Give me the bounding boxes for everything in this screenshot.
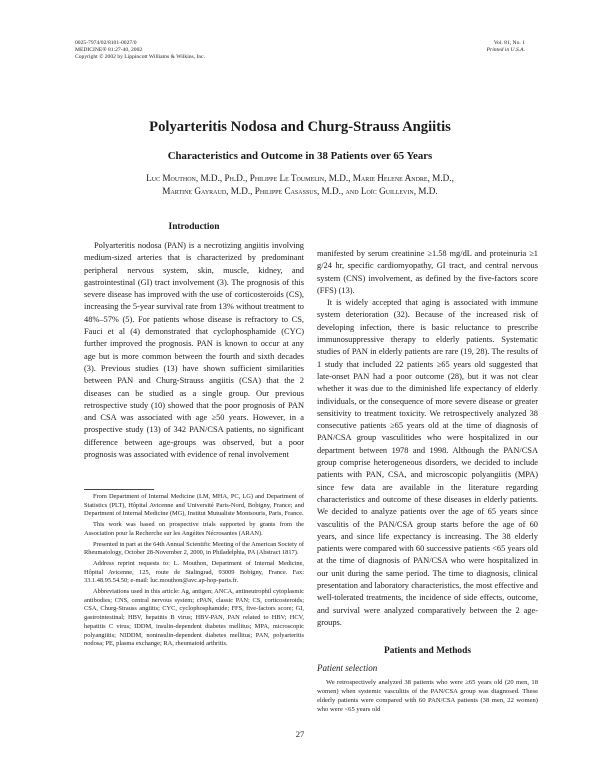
header-issn-line: 0025-7974/02/8101-0027/0 <box>75 40 137 46</box>
footnote-abbreviations: Abbreviations used in this article: Ag, antigen; ANCA, antineutrophil cytoplasmic antibodies; CNS, central nervous system; cPAN, classic PAN; CS, corticosteroids; CSA, Churg-Strauss angiitis; CYC, cyclophosphamide; FFS, five-factors score; GI, gastrointestinal; HBV, hepatitis B virus; HBV-PAN, PAN related to HBV; HCV, hepatitis C virus; IDDM, insulin-dependent diabetes mellitus; MPA, microscopic polyangiitis; NIDDM, noninsulin-dependent diabetes mellitus; PAN, polyarteritis nodosa; PE, plasma exchange; RA, rheumatoid arthritis. <box>84 588 304 648</box>
article-subtitle: Characteristics and Outcome in 38 Patients over 65 Years <box>167 150 433 162</box>
patient-selection-subheading: Patient selection <box>317 663 378 673</box>
header-citation-line: MEDICINE® 81:27-40, 2002 <box>75 47 143 54</box>
footnote-funding: This work was based on prospective trials supported by grants from the Association pour la Recherche sur les Angéites Nécrosantes (ARAN). <box>84 521 304 537</box>
methods-section <box>317 646 538 714</box>
body-paragraph: It is widely accepted that aging is associated with immune system deterioration (32). Because of the increased risk of developing infection, there is basic reluctance to prescribe immunosuppressive therapy to elderly patients. Systematic studies of PAN in elderly patients are rare (19, 28). The results of 1 study that included 22 patients ≥65 years old suggested that late-onset PAN had a poor outcome (28), but it was not clear whether it was due to the diminished life expectancy of elderly individuals, or the consequence of more severe disease or greater sensitivity to treatment toxicity. We retrospectively analyzed 38 consecutive patients ≥65 years old at the time of diagnosis of PAN/CSA group vasculitides who were hospitalized in our department between 1978 and 1998. Although the PAN/CSA group comprise heterogeneous disorders, we decided to include patients with PAN, CSA, and microscopic polyangiitis (MPA) since few data are available in the literature regarding characteristics and outcome of these diseases in elderly patients. We decided to analyze patients over the age of 65 years since vasculitis of the PAN/CSA group starts before the age of 60 years, and since life expectancy is increasing. The 38 elderly patients were compared with 60 successive patients <65 years old at the time of diagnosis of PAN/CSA who were hospitalized in our unit during the same period. The time to diagnosis, clinical presentation and laboratory characteristics, the most effective and well-tolerated treatments, the incidence of side effects, outcome, and survival were analyzed comparatively between the 2 age-groups. <box>317 298 538 627</box>
footnote-presented: Presented in part at the 64th Annual Scientific Meeting of the American Society of Rheumatology, October 28-November 2, 2000, in Philadelphia, PA (Abstract 1817). <box>84 540 305 557</box>
journal-header-left <box>75 40 205 62</box>
footnote-affiliation: From Department of Internal Medicine (LM, MHA, PC, LG) and Department of Statistics (PLT), Hôpital Avicenne and Université Paris-Nord, Bobigny, France; and Department of Internal Medicine (MG), Institut Mutualiste Montsouris, Paris, France. <box>84 493 304 518</box>
article-title: Polyarteritis Nodosa and Churg-Strauss Angiitis <box>149 119 451 135</box>
author-line: Martine Gayraud, M.D., Philippe Casassus, M.D., and Loïc Guillevin, M.D. <box>162 186 438 196</box>
body-paragraph-continued: manifested by serum creatinine ≥1.58 mg/dL and proteinuria ≥1 g/24 hr, specific cardiomyopathy, GI tract, and central nervous system (CNS) involvement, as defined by the five-factors score (FFS) (13). <box>317 249 538 295</box>
header-printed-in: Printed in U.S.A. <box>486 47 525 54</box>
author-line: Luc Mouthon, M.D., Ph.D., Philippe Le Toumelin, M.D., Marie Helene Andre, M.D., <box>146 173 454 183</box>
footnotes <box>84 493 304 649</box>
footnote-divider <box>84 489 154 490</box>
header-volume: Vol. 81, No. 1 <box>493 40 525 46</box>
left-column <box>84 222 304 461</box>
methods-heading: Patients and Methods <box>384 646 471 656</box>
journal-header-right <box>487 40 525 54</box>
page-number: 27 <box>295 729 305 739</box>
introduction-paragraph: Polyarteritis nodosa (PAN) is a necrotizing angiitis involving medium-sized arteries that is characterized by predominant peripheral nervous system, skin, muscle, kidney, and gastrointestinal (GI) tract involvement (3). The prognosis of this severe disease has improved with the use of corticosteroids (CS), increasing the 5-year survival rate from 13% without treatment to 48%–57% (5). For patients whose disease is refractory to CS, Fauci et al (4) demonstrated that cyclophosphamide (CYC) further improved the prognosis. PAN is known to occur at any age but is more common between the fourth and sixth decades (3). Previous studies (13) have shown sufficient similarities between PAN and Churg-Strauss angiitis (CSA) that the 2 diseases can be studied as a single group. Our previous retrospective study (10) showed that the poor prognosis of PAN and CSA was associated with age ≥50 years. However, in a prospective study (13) of 342 PAN/CSA patients, no significant difference between age-groups was observed, but a poor prognosis was associated with evidence of renal involvement <box>84 241 304 460</box>
footnote-reprint-address: Address reprint requests to: L. Mouthon, Department of Internal Medicine, Hôpital Avicenne, 125, route de Stalingrad, 93009 Bobigny, France. Fax: 33.1.48.95.54.50; e-mail: luc.mouthon@avc.ap-hop-paris.fr. <box>84 559 304 585</box>
methods-paragraph: We retrospectively analyzed 38 patients who were ≥65 years old (20 men, 18 women) when systemic vasculitis of the PAN/CSA group was diagnosed. These elderly patients were compared with 60 PAN/CSA patients (38 men, 22 women) who were <65 years old <box>317 679 538 713</box>
author-list <box>90 172 510 198</box>
header-copyright-line: Copyright © 2002 by Lippincott Williams & Wilkins, Inc. <box>75 54 206 61</box>
introduction-heading: Introduction <box>168 222 220 232</box>
right-column <box>317 248 538 629</box>
